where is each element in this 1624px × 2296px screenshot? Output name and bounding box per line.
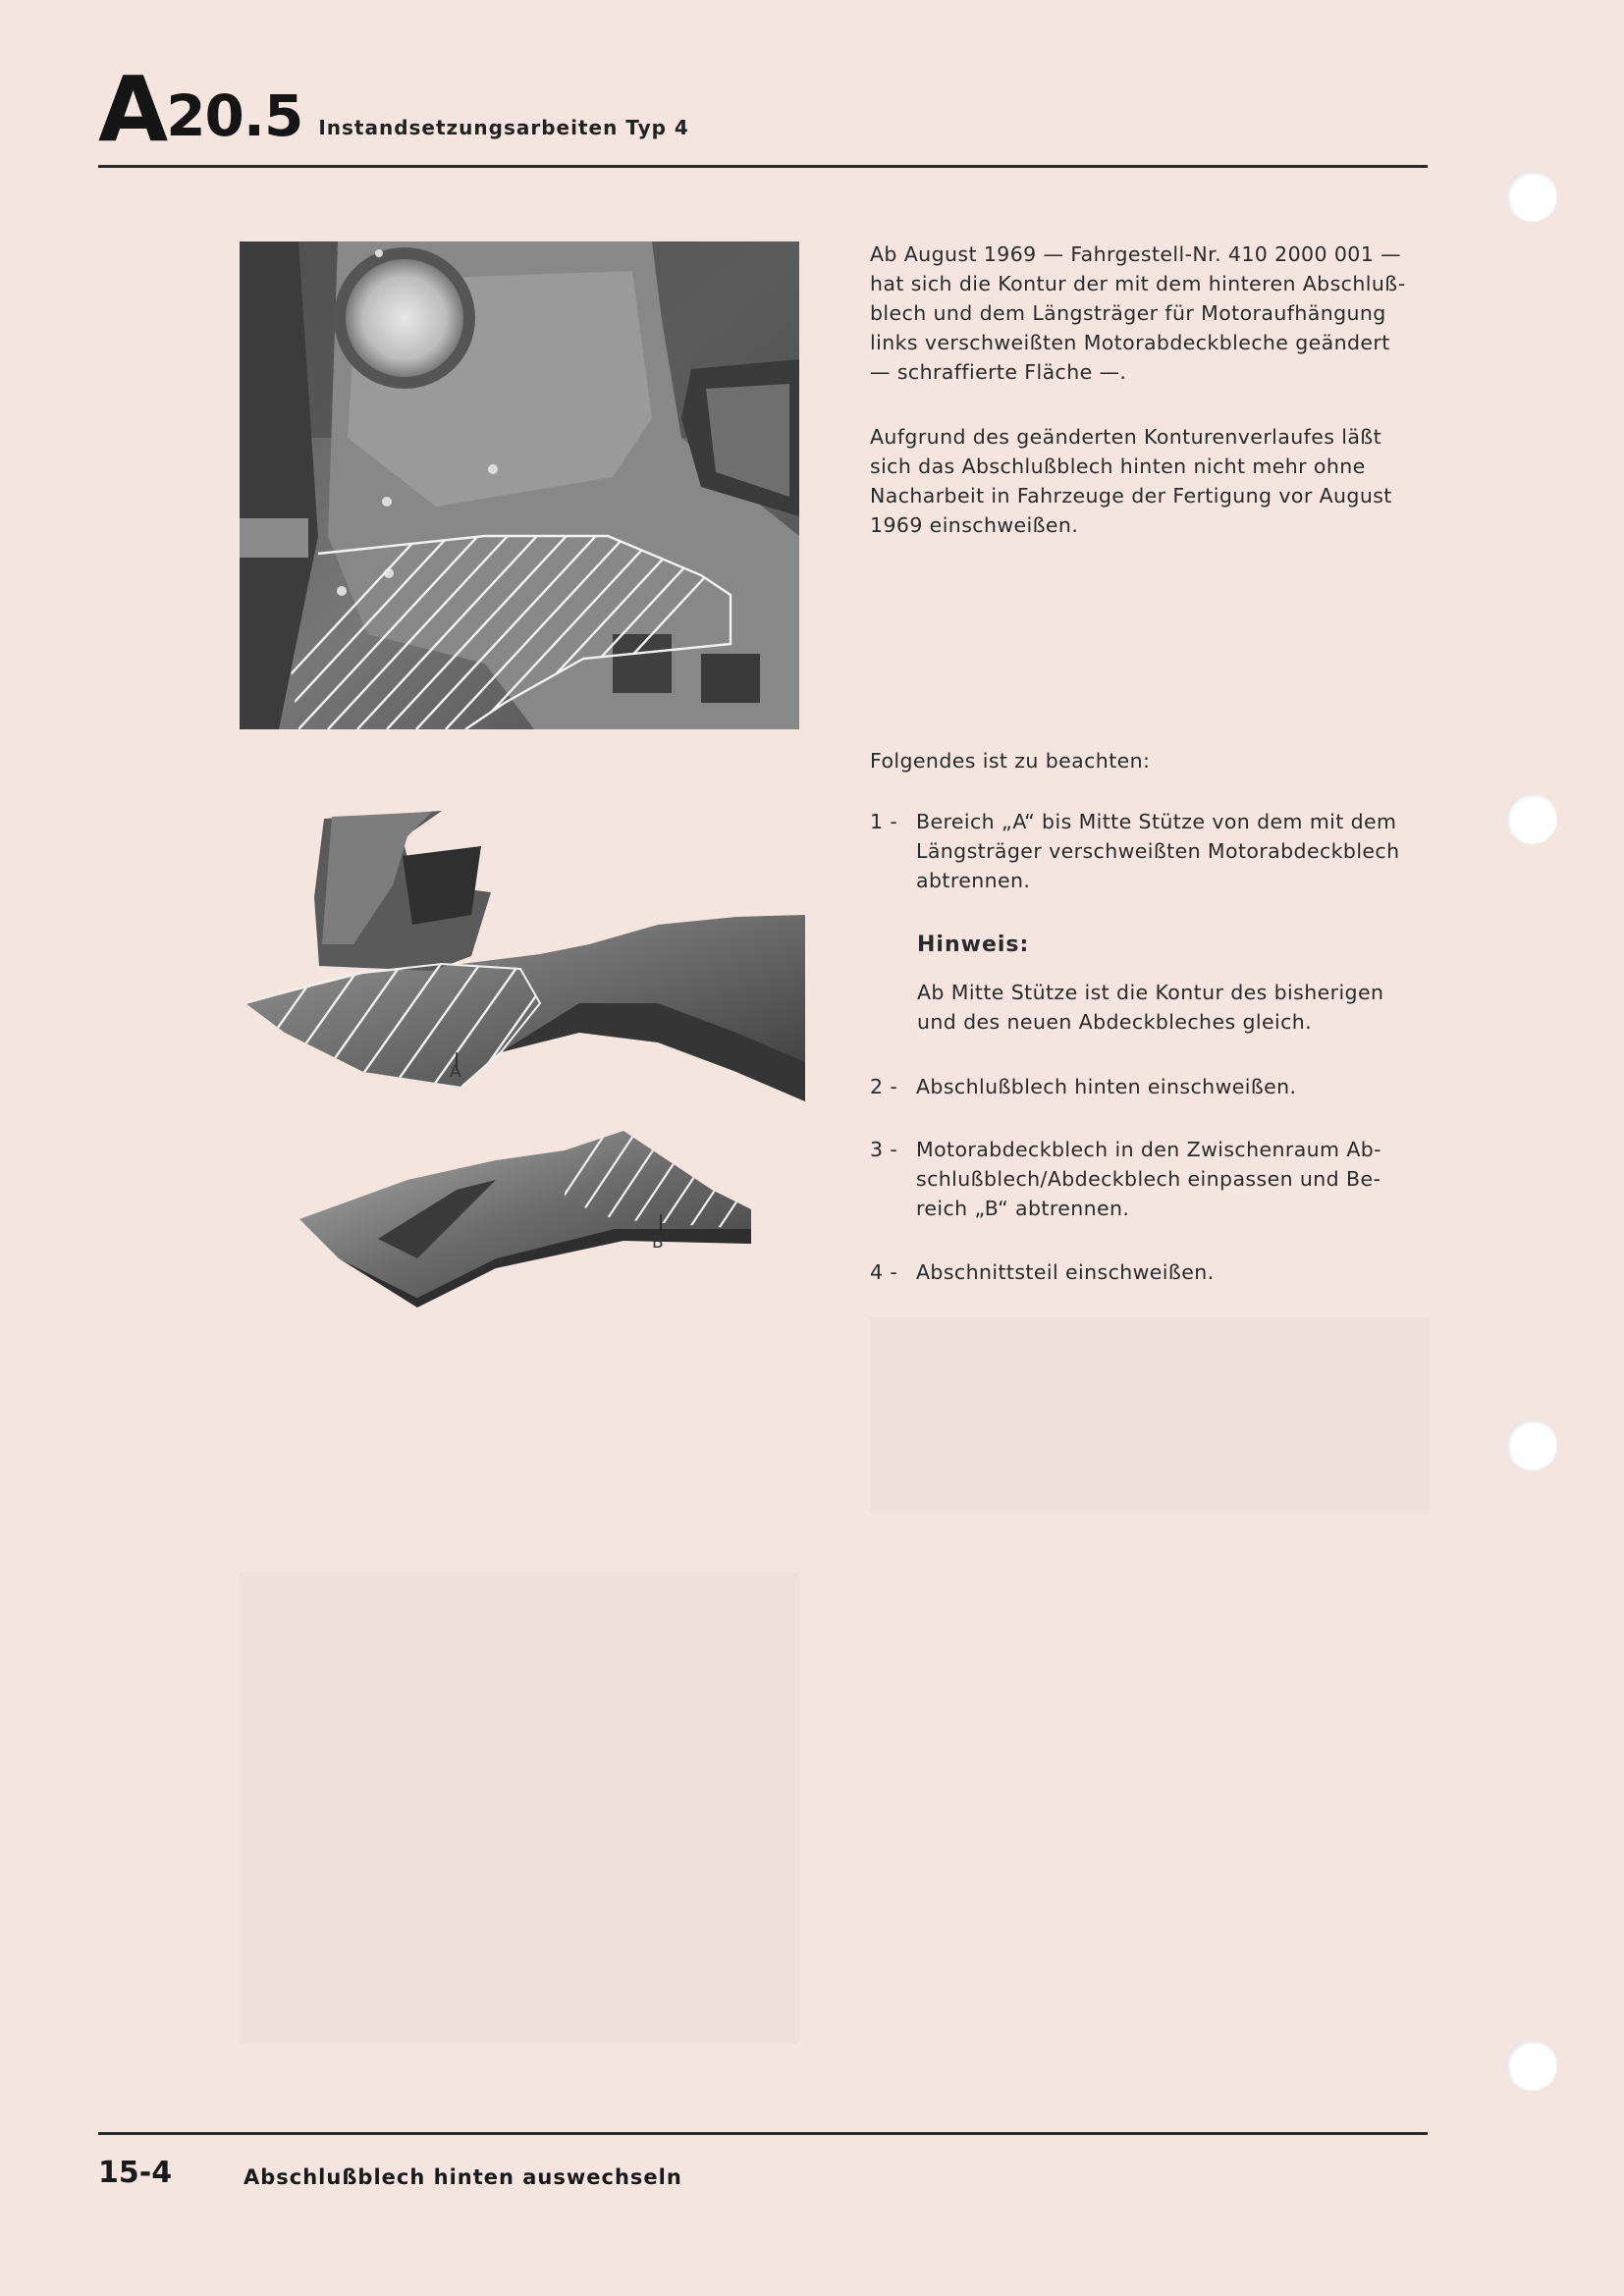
punch-hole bbox=[1506, 793, 1557, 844]
text-line: 1969 einschweißen. bbox=[870, 513, 1079, 537]
text-line: hat sich die Kontur der mit dem hinteren Abschluß- bbox=[870, 272, 1406, 295]
procedure-heading: Folgendes ist zu beachten: bbox=[870, 749, 1151, 773]
text-line: Längsträger verschweißten Motorabdeckblech bbox=[916, 839, 1400, 863]
text-line: und des neuen Abdeckbleches gleich. bbox=[917, 1010, 1313, 1034]
footer-title: Abschlußblech hinten auswechseln bbox=[244, 2165, 682, 2189]
label-a: A bbox=[450, 1062, 461, 1082]
engine-cover-photo bbox=[240, 241, 799, 729]
procedure-step-1 bbox=[870, 807, 1430, 895]
text-line: Bereich „A“ bis Mitte Stütze von dem mit dem bbox=[916, 810, 1397, 833]
show-through-area bbox=[870, 1317, 1430, 1514]
intro-paragraph-2 bbox=[870, 422, 1430, 540]
cover-plate-drawing-a bbox=[245, 807, 805, 1111]
text-line: Motorabdeckblech in den Zwischenraum Ab- bbox=[916, 1138, 1381, 1161]
punch-hole bbox=[1506, 171, 1557, 222]
text-line: schlußblech/Abdeckblech einpassen und Be- bbox=[916, 1167, 1381, 1191]
page-number: 15-4 bbox=[98, 2156, 173, 2190]
punch-hole bbox=[1506, 1419, 1557, 1470]
text-line: Aufgrund des geänderten Konturenverlaufes läßt bbox=[870, 425, 1382, 449]
text-line: sich das Abschlußblech hinten nicht mehr ohne bbox=[870, 454, 1366, 478]
step-number: 1 - bbox=[870, 810, 898, 833]
header-rule bbox=[98, 165, 1428, 168]
procedure-step-2 bbox=[870, 1072, 1430, 1101]
section-letter: A bbox=[98, 57, 165, 162]
text-line: Abschlußblech hinten einschweißen. bbox=[916, 1075, 1297, 1098]
show-through-area bbox=[240, 1573, 799, 2044]
label-b: B bbox=[652, 1233, 664, 1253]
text-line: blech und dem Längsträger für Motoraufhängung bbox=[870, 301, 1386, 325]
note-title: Hinweis: bbox=[917, 933, 1030, 957]
text-line: — schraffierte Fläche —. bbox=[870, 360, 1127, 384]
step-number: 2 - bbox=[870, 1075, 898, 1098]
step-number: 3 - bbox=[870, 1138, 898, 1161]
text-line: Nacharbeit in Fahrzeuge der Fertigung vor August bbox=[870, 484, 1392, 507]
text-line: Ab August 1969 — Fahrgestell-Nr. 410 2000 001 — bbox=[870, 242, 1401, 266]
note-text bbox=[917, 978, 1428, 1037]
text-line: reich „B“ abtrennen. bbox=[916, 1197, 1130, 1220]
footer-rule bbox=[98, 2132, 1428, 2135]
intro-paragraph-1 bbox=[870, 240, 1430, 387]
procedure-step-4 bbox=[870, 1257, 1430, 1287]
text-line: Ab Mitte Stütze ist die Kontur des bisherigen bbox=[917, 981, 1384, 1004]
text-line: links verschweißten Motorabdeckbleche geändert bbox=[870, 331, 1390, 354]
section-subtitle: Instandsetzungsarbeiten Typ 4 bbox=[318, 116, 689, 139]
step-number: 4 - bbox=[870, 1260, 898, 1284]
text-line: Abschnittsteil einschweißen. bbox=[916, 1260, 1215, 1284]
punch-hole bbox=[1506, 2040, 1557, 2091]
cover-plate-drawing-b bbox=[299, 1121, 761, 1308]
procedure-step-3 bbox=[870, 1135, 1430, 1223]
text-line: abtrennen. bbox=[916, 869, 1031, 892]
page-header bbox=[98, 57, 689, 162]
section-number: 20.5 bbox=[166, 82, 303, 149]
